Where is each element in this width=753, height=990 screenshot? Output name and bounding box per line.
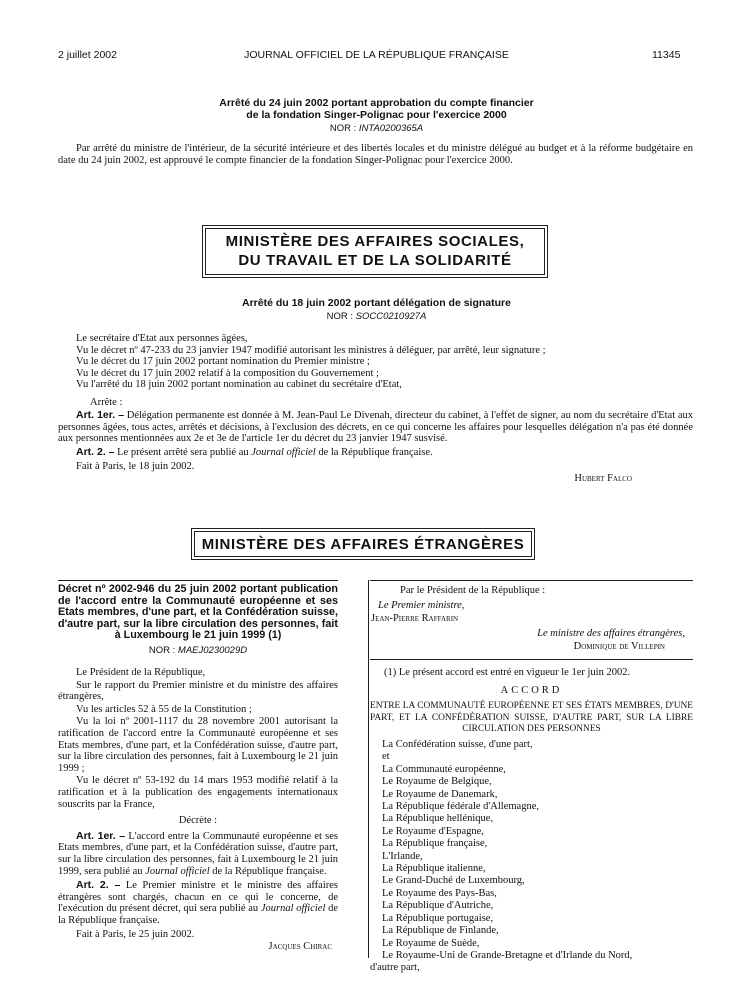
arrete2-visas: [76, 333, 696, 391]
arrete2-fait: Fait à Paris, le 18 juin 2002.: [76, 461, 195, 472]
party-item: L'Irlande,: [382, 850, 423, 862]
nor-code: SOCC0210927A: [355, 311, 427, 322]
column-rule-right: [370, 580, 693, 581]
decret-para: Sur le rapport du Premier ministre et du ministre des affaires étrangères,: [58, 679, 338, 703]
decret-signature-president: Jacques Chirac: [268, 941, 332, 953]
party-item: La Communauté européenne,: [382, 763, 506, 775]
journal-officiel-ref: Journal officiel: [260, 903, 326, 915]
accord-intro: ENTRE LA COMMUNAUTÉ EUROPÉENNE ET SES ÉTATS MEMBRES, D'UNE PART, ET LA CONFÉDÉRATION SUISSE, D'AUTRE PART, SUR LA LIBRE CIRCULATION DES PERSONNES: [370, 701, 693, 735]
party-item: La République de Finlande,: [382, 925, 499, 937]
party-item: d'autre part,: [370, 962, 420, 974]
party-item: Le Royaume-Uni de Grande-Bretagne et d'Irlande du Nord,: [382, 949, 633, 961]
arrete2-article2: [58, 447, 693, 459]
arrete2-arrete-label: Arrête :: [90, 397, 123, 408]
column-separator: [368, 580, 369, 958]
ministry-box-affaires-etrangeres: [194, 531, 532, 557]
article-label: Art. 2. –: [76, 446, 115, 458]
arrete1-title-line1: Arrêté du 24 juin 2002 portant approbation du compte financier: [219, 97, 534, 109]
party-item: La République portugaise,: [382, 912, 494, 924]
decret-para: Vu les articles 52 à 55 de la Constitution ;: [76, 703, 252, 715]
column-rule-left: [58, 580, 338, 581]
visa-line: Le secrétaire d'Etat aux personnes âgées,: [76, 333, 248, 344]
party-item: La République hellénique,: [382, 813, 494, 825]
visa-line: Vu l'arrêté du 18 juin 2002 portant nomination au cabinet du secrétaire d'Etat,: [76, 379, 402, 391]
decret-decrete-label: Décrète :: [178, 815, 218, 827]
article-text: de la République française.: [212, 865, 327, 877]
arrete2-article1: [58, 410, 693, 445]
article-label: Art. 2. –: [76, 879, 121, 892]
article-text: L'accord entre la Communauté européenne et ses Etats membres, d'une part, et la Confédération suisse, d'autre part, sur la libre circulation des personnes, fait à Luxembourg le 21 juin 1999, sera publié au: [58, 830, 338, 877]
ministry-name-line1: MINISTÈRE DES AFFAIRES ÉTRANGÈRES: [201, 536, 525, 553]
decret-body: [58, 667, 338, 953]
ministre-ae-name: Dominique de Villepin: [573, 641, 665, 652]
arrete1-title-line2: de la fondation Singer-Polignac pour l'exercice 2000: [246, 109, 507, 121]
party-item: La Confédération suisse, d'une part,: [382, 739, 533, 750]
party-item: La République fédérale d'Allemagne,: [382, 801, 539, 813]
arrete2-signature: Hubert Falco: [574, 473, 632, 484]
decret-footnote: (1) Le présent accord est entré en vigueur le 1er juin 2002.: [384, 667, 631, 678]
accord-parties-list: [370, 739, 693, 975]
party-item: Le Royaume des Pays-Bas,: [382, 887, 497, 899]
nor-label: NOR :: [329, 123, 357, 134]
article-text: de la République française.: [58, 903, 339, 926]
party-item: Le Royaume de Suède,: [382, 937, 480, 949]
decret-article2: [58, 880, 338, 926]
decret-para: Vu le décret nº 53-192 du 14 mars 1953 modifié relatif à la ratification et à la publication des engagements internationaux souscrits par la France,: [58, 775, 338, 810]
ministry-name-line1: MINISTÈRE DES AFFAIRES SOCIALES,: [225, 233, 525, 250]
ministry-name-line2: DU TRAVAIL ET DE LA SOLIDARITÉ: [238, 252, 512, 269]
par-le-president: Par le Président de la République :: [400, 585, 546, 596]
party-item: La République française,: [382, 838, 488, 850]
visa-line: Vu le décret nº 47-233 du 23 janvier 1947 modifié autorisant les ministres à déléguer, par arrêté, leur signature ;: [76, 344, 546, 356]
visa-line: Vu le décret du 17 juin 2002 portant nomination du Premier ministre ;: [76, 356, 370, 368]
nor-label: NOR :: [326, 311, 353, 322]
article-text: de la République française.: [318, 447, 433, 458]
party-item: Le Royaume de Belgique,: [382, 776, 492, 788]
arrete1-title: [140, 97, 613, 121]
header-date: 2 juillet 2002: [58, 49, 117, 61]
party-item: Le Grand-Duché de Luxembourg,: [382, 875, 525, 887]
party-item: Le Royaume de Danemark,: [382, 788, 498, 800]
arrete2-title: Arrêté du 18 juin 2002 portant délégation de signature: [242, 297, 511, 309]
visa-line: Vu le décret du 17 juin 2002 relatif à la composition du Gouvernement ;: [76, 367, 379, 379]
article-text: Délégation permanente est donnée à M. Jean-Paul Le Divenah, directeur du cabinet, à l'effet de signer, au nom du secrétaire d'Etat aux personnes âgées, tous actes, arrêtés et décisions, à l'exclusion des décrets, en ce qui concerne les affaires pour lesquelles délégation n'a pas été donnée aux personnes mentionnées aux 2e et 3e de l'article 1er du décret du 23 janvier 1947 susvisé.: [58, 410, 693, 445]
article-label: Art. 1er. –: [76, 829, 126, 842]
party-item: et: [382, 751, 390, 763]
premier-ministre-title: Le Premier ministre,: [378, 600, 465, 611]
premier-ministre-name: Jean-Pierre Raffarin: [371, 613, 459, 624]
decret-article1: [58, 831, 338, 877]
decret-nor: [58, 645, 338, 656]
accord-heading: ACCORD: [500, 685, 563, 696]
footnote-rule: [370, 659, 693, 660]
nor-code: MAEJ0230029D: [177, 645, 248, 656]
party-item: La République d'Autriche,: [382, 900, 494, 912]
journal-officiel-ref: Journal officiel: [251, 447, 316, 458]
nor-label: NOR :: [148, 645, 176, 656]
party-item: La République italienne,: [382, 863, 486, 875]
decret-para: Le Président de la République,: [76, 667, 206, 678]
arrete2-nor: [200, 311, 553, 322]
ministre-ae-title: Le ministre des affaires étrangères,: [537, 628, 685, 639]
decret-para: Vu la loi nº 2001-1117 du 28 novembre 2001 autorisant la ratification de l'accord entre la Communauté européenne et ses Etats membres, d'une part, et la Confédération suisse, d'autre part, sur la libre circulation des personnes, fait à Luxembourg le 21 juin 1999 ;: [58, 716, 338, 774]
article-label: Art. 1er. –: [76, 409, 125, 421]
header-page-number: 11345: [652, 49, 681, 61]
decret-title: Décret nº 2002-946 du 25 juin 2002 portant publication de l'accord entre la Communauté européenne et ses Etats membres, d'une part, et la Confédération suisse, d'autre part, sur la libre circulation des personnes, fait à Luxembourg le 21 juin 1999 (1): [58, 583, 338, 642]
article-text: Le présent arrêté sera publié au: [117, 447, 249, 458]
arrete1-nor: [200, 123, 553, 134]
arrete1-body: Par arrêté du ministre de l'intérieur, de la sécurité intérieure et des libertés locales et du ministre délégué au budget et à la réforme budgétaire en date du 24 juin 2002, est approuvé le compte financier de la fondation Singer-Polignac pour l'exercice 2000.: [58, 143, 693, 166]
nor-code: INTA0200365A: [358, 123, 424, 134]
decret-fait: Fait à Paris, le 25 juin 2002.: [76, 929, 195, 941]
journal-officiel-ref: Journal officiel: [145, 865, 210, 877]
header-journal-title: JOURNAL OFFICIEL DE LA RÉPUBLIQUE FRANÇAISE: [244, 49, 509, 61]
ministry-box-affaires-sociales: [205, 228, 545, 275]
party-item: Le Royaume d'Espagne,: [382, 825, 484, 837]
article-text: Le Premier ministre et le ministre des affaires étrangères sont chargés, chacun en ce qui le concerne, de l'exécution du présent décret, qui sera publié au: [58, 880, 338, 915]
